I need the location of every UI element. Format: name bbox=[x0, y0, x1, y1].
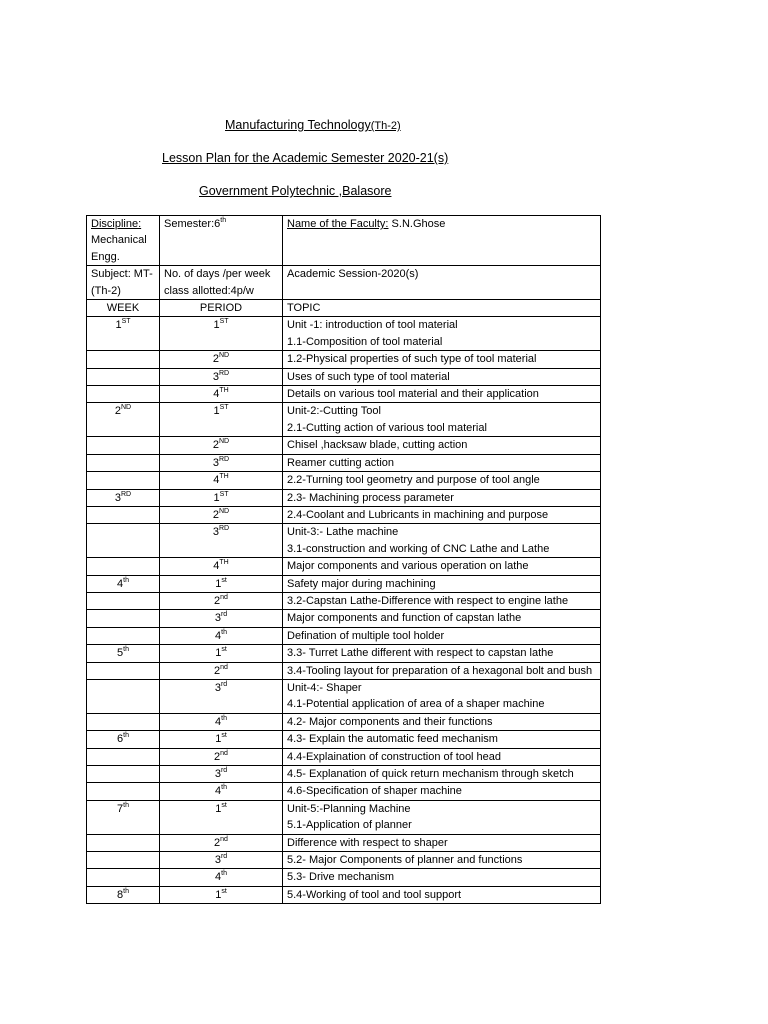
topic-line: 5.4-Working of tool and tool support bbox=[287, 888, 462, 901]
week-cell bbox=[87, 489, 160, 506]
period-number: 1 bbox=[215, 647, 222, 660]
topic-line: Chisel ,hacksaw blade, cutting action bbox=[287, 439, 468, 452]
week-ordinal: ST bbox=[121, 318, 131, 326]
table-row bbox=[87, 472, 601, 489]
table-row bbox=[87, 869, 601, 886]
period-ordinal: nd bbox=[220, 593, 228, 601]
topic-line: 3.3- Turret Lathe different with respect to capstan lathe bbox=[287, 647, 554, 660]
topic-line: 3.4-Tooling layout for preparation of a hexagonal bolt and bush bbox=[287, 664, 593, 677]
topic-cell bbox=[283, 731, 601, 748]
period-cell bbox=[160, 662, 283, 679]
title-suffix: (Th-2) bbox=[370, 120, 401, 132]
topic-cell bbox=[283, 679, 601, 713]
week-ordinal: th bbox=[123, 576, 129, 584]
week-cell bbox=[87, 713, 160, 730]
days-cell: No. of days /per week class allotted:4p/w bbox=[160, 266, 283, 300]
topic-cell bbox=[283, 662, 601, 679]
period-number: 2 bbox=[212, 508, 219, 521]
table-row bbox=[87, 592, 601, 609]
topic-cell bbox=[283, 317, 601, 351]
period-cell bbox=[160, 472, 283, 489]
period-cell bbox=[160, 800, 283, 834]
period-ordinal: RD bbox=[219, 525, 230, 533]
period-cell bbox=[160, 592, 283, 609]
table-row bbox=[87, 713, 601, 730]
week-cell bbox=[87, 317, 160, 351]
period-cell bbox=[160, 317, 283, 351]
topic-cell bbox=[283, 627, 601, 644]
topic-cell bbox=[283, 386, 601, 403]
semester-sup: th bbox=[220, 217, 227, 224]
topic-cell bbox=[283, 766, 601, 783]
faculty-cell bbox=[283, 216, 601, 266]
period-cell bbox=[160, 506, 283, 523]
topic-cell bbox=[283, 592, 601, 609]
topic-line: Major components and function of capstan lathe bbox=[287, 612, 522, 625]
period-cell bbox=[160, 834, 283, 851]
period-number: 3 bbox=[214, 681, 221, 694]
topic-cell bbox=[283, 575, 601, 592]
topic-line: 4.1-Potential application of area of a shaper machine bbox=[287, 698, 545, 711]
discipline-value: Mechanical Engg. bbox=[91, 234, 147, 263]
period-ordinal: th bbox=[221, 784, 227, 792]
table-row bbox=[87, 645, 601, 662]
period-cell bbox=[160, 731, 283, 748]
period-number: 1 bbox=[213, 491, 220, 504]
period-ordinal: st bbox=[221, 887, 227, 895]
meta-row-subject bbox=[87, 266, 601, 300]
topic-cell bbox=[283, 852, 601, 869]
table-row bbox=[87, 662, 601, 679]
period-number: 2 bbox=[214, 836, 221, 849]
discipline-cell bbox=[87, 216, 160, 266]
period-cell bbox=[160, 886, 283, 903]
week-cell bbox=[87, 800, 160, 834]
period-number: 3 bbox=[212, 456, 219, 469]
week-cell bbox=[87, 386, 160, 403]
table-row bbox=[87, 575, 601, 592]
period-cell bbox=[160, 766, 283, 783]
period-ordinal: rd bbox=[220, 767, 228, 774]
table-row bbox=[87, 852, 601, 869]
period-number: 4 bbox=[213, 560, 220, 573]
period-ordinal: th bbox=[221, 628, 227, 636]
week-column-header: WEEK bbox=[87, 300, 160, 317]
period-ordinal: st bbox=[221, 732, 227, 740]
period-number: 4 bbox=[215, 785, 222, 798]
table-row bbox=[87, 800, 601, 834]
meta-row-discipline bbox=[87, 216, 601, 266]
topic-cell bbox=[283, 834, 601, 851]
period-number: 4 bbox=[215, 871, 222, 884]
topic-line: 5.2- Major Components of planner and functions bbox=[287, 854, 523, 867]
period-ordinal: TH bbox=[219, 559, 229, 567]
faculty-value: S.N.Ghose bbox=[388, 218, 446, 230]
faculty-label: Name of the Faculty: bbox=[287, 218, 389, 230]
table-row bbox=[87, 610, 601, 627]
table-row bbox=[87, 766, 601, 783]
topic-line: 2.3- Machining process parameter bbox=[287, 491, 454, 504]
week-number: 4 bbox=[117, 577, 124, 590]
period-cell bbox=[160, 437, 283, 454]
topic-cell bbox=[283, 437, 601, 454]
period-cell bbox=[160, 627, 283, 644]
week-cell bbox=[87, 368, 160, 385]
topic-line: Uses of such type of tool material bbox=[287, 370, 450, 383]
topic-cell bbox=[283, 454, 601, 471]
period-column-header: PERIOD bbox=[160, 300, 283, 317]
topic-line: Major components and various operation on lathe bbox=[287, 560, 529, 573]
table-row bbox=[87, 386, 601, 403]
period-cell bbox=[160, 403, 283, 437]
period-number: 3 bbox=[214, 854, 221, 867]
period-cell bbox=[160, 558, 283, 575]
period-cell bbox=[160, 679, 283, 713]
week-cell bbox=[87, 783, 160, 800]
table-row bbox=[87, 627, 601, 644]
topic-cell bbox=[283, 558, 601, 575]
table-row bbox=[87, 437, 601, 454]
week-number: 2 bbox=[114, 405, 121, 418]
topic-line: Safety major during machining bbox=[287, 577, 436, 590]
period-ordinal: ND bbox=[219, 352, 230, 360]
period-ordinal: rd bbox=[220, 680, 228, 688]
lesson-plan-body bbox=[87, 216, 601, 904]
period-ordinal: th bbox=[221, 870, 227, 878]
topic-line: 2.4-Coolant and Lubricants in machining and purpose bbox=[287, 508, 549, 521]
period-number: 2 bbox=[212, 439, 219, 452]
topic-line: Unit-3:- Lathe machine bbox=[287, 526, 399, 539]
period-cell bbox=[160, 645, 283, 662]
period-ordinal: ND bbox=[219, 507, 230, 515]
semester-label: Semester:6 bbox=[164, 218, 221, 230]
topic-line: 5.1-Application of planner bbox=[287, 819, 412, 832]
week-number: 5 bbox=[117, 647, 124, 660]
topic-line: Reamer cutting action bbox=[287, 456, 394, 469]
document-title bbox=[225, 118, 401, 132]
lesson-plan-table bbox=[86, 215, 601, 904]
period-number: 2 bbox=[214, 594, 221, 607]
topic-cell bbox=[283, 713, 601, 730]
week-cell bbox=[87, 437, 160, 454]
topic-cell bbox=[283, 472, 601, 489]
period-cell bbox=[160, 489, 283, 506]
period-number: 1 bbox=[215, 733, 222, 746]
topic-line: 2.1-Cutting action of various tool material bbox=[287, 421, 487, 434]
period-ordinal: ND bbox=[219, 438, 230, 446]
period-cell bbox=[160, 386, 283, 403]
topic-cell bbox=[283, 645, 601, 662]
period-number: 3 bbox=[214, 768, 221, 780]
topic-line: 2.2-Turning tool geometry and purpose of tool angle bbox=[287, 474, 540, 487]
period-number: 2 bbox=[214, 750, 221, 763]
period-cell bbox=[160, 748, 283, 765]
topic-line: 1.2-Physical properties of such type of tool material bbox=[287, 353, 537, 366]
table-row bbox=[87, 454, 601, 471]
institute-name: Government Polytechnic ,Balasore bbox=[199, 184, 392, 198]
week-cell bbox=[87, 592, 160, 609]
week-number: 3 bbox=[114, 491, 121, 504]
topic-cell bbox=[283, 886, 601, 903]
week-cell bbox=[87, 627, 160, 644]
period-cell bbox=[160, 852, 283, 869]
topic-line: Details on various tool material and their application bbox=[287, 388, 539, 401]
table-row bbox=[87, 679, 601, 713]
topic-column-header: TOPIC bbox=[283, 300, 601, 317]
table-row bbox=[87, 748, 601, 765]
period-number: 3 bbox=[214, 612, 221, 625]
period-ordinal: rd bbox=[220, 853, 228, 861]
period-cell bbox=[160, 610, 283, 627]
period-cell bbox=[160, 351, 283, 368]
table-row bbox=[87, 368, 601, 385]
topic-line: 3.2-Capstan Lathe-Difference with respect to engine lathe bbox=[287, 594, 569, 607]
topic-line: 3.1-construction and working of CNC Lathe and Lathe bbox=[287, 542, 550, 555]
topic-cell bbox=[283, 783, 601, 800]
period-ordinal: rd bbox=[220, 611, 228, 619]
topic-cell bbox=[283, 748, 601, 765]
week-cell bbox=[87, 403, 160, 437]
week-number: 8 bbox=[117, 888, 124, 901]
period-number: 4 bbox=[215, 715, 222, 728]
topic-cell bbox=[283, 524, 601, 558]
week-ordinal: th bbox=[123, 732, 129, 740]
topic-line: 4.2- Major components and their functions bbox=[287, 715, 493, 728]
week-cell bbox=[87, 748, 160, 765]
table-row bbox=[87, 317, 601, 351]
table-row bbox=[87, 886, 601, 903]
session-cell: Academic Session-2020(s) bbox=[283, 266, 601, 300]
period-ordinal: nd bbox=[220, 835, 228, 843]
week-cell bbox=[87, 558, 160, 575]
period-number: 4 bbox=[213, 474, 220, 487]
period-cell bbox=[160, 368, 283, 385]
period-ordinal: ST bbox=[219, 318, 229, 326]
week-ordinal: th bbox=[123, 801, 129, 809]
table-row bbox=[87, 558, 601, 575]
period-number: 1 bbox=[215, 888, 222, 901]
period-cell bbox=[160, 575, 283, 592]
title-text: Manufacturing Technology bbox=[225, 118, 371, 132]
period-number: 4 bbox=[213, 388, 220, 401]
period-number: 1 bbox=[213, 405, 220, 418]
table-row bbox=[87, 489, 601, 506]
table-row bbox=[87, 524, 601, 558]
topic-line: 4.4-Explaination of construction of tool head bbox=[287, 750, 502, 763]
discipline-label: Discipline: bbox=[91, 218, 142, 230]
topic-cell bbox=[283, 351, 601, 368]
period-ordinal: RD bbox=[219, 369, 230, 377]
topic-line: 4.3- Explain the automatic feed mechanism bbox=[287, 733, 498, 746]
week-cell bbox=[87, 506, 160, 523]
week-ordinal: th bbox=[123, 887, 129, 895]
topic-cell bbox=[283, 403, 601, 437]
week-ordinal: th bbox=[123, 646, 129, 654]
semester-cell bbox=[160, 216, 283, 266]
topic-line: Unit-2:-Cutting Tool bbox=[287, 405, 381, 418]
week-cell bbox=[87, 472, 160, 489]
week-cell bbox=[87, 852, 160, 869]
table-row bbox=[87, 783, 601, 800]
period-cell bbox=[160, 783, 283, 800]
week-ordinal: ND bbox=[121, 404, 132, 412]
week-cell bbox=[87, 645, 160, 662]
lesson-plan-subtitle: Lesson Plan for the Academic Semester 2020-21(s) bbox=[162, 151, 449, 165]
topic-cell bbox=[283, 610, 601, 627]
week-cell bbox=[87, 524, 160, 558]
topic-line: 4.6-Specification of shaper machine bbox=[287, 785, 462, 798]
topic-line: 5.3- Drive mechanism bbox=[287, 871, 394, 884]
week-cell bbox=[87, 886, 160, 903]
week-cell bbox=[87, 766, 160, 783]
period-ordinal: th bbox=[221, 714, 227, 722]
table-row bbox=[87, 506, 601, 523]
period-ordinal: ST bbox=[219, 404, 229, 412]
topic-line: 1.1-Composition of tool material bbox=[287, 335, 443, 348]
period-ordinal: ST bbox=[219, 490, 229, 498]
period-number: 3 bbox=[212, 526, 219, 539]
period-number: 1 bbox=[215, 802, 222, 815]
period-ordinal: nd bbox=[220, 749, 228, 757]
week-ordinal: RD bbox=[121, 490, 132, 498]
week-number: 6 bbox=[117, 733, 124, 746]
period-ordinal: TH bbox=[219, 387, 229, 395]
topic-line: 4.5- Explanation of quick return mechanism through sketch bbox=[287, 768, 574, 780]
period-cell bbox=[160, 524, 283, 558]
period-cell bbox=[160, 869, 283, 886]
period-cell bbox=[160, 713, 283, 730]
period-ordinal: TH bbox=[219, 473, 229, 481]
period-ordinal: RD bbox=[219, 455, 230, 463]
period-number: 1 bbox=[213, 319, 220, 332]
period-ordinal: st bbox=[221, 576, 227, 584]
period-number: 2 bbox=[214, 664, 221, 677]
table-row bbox=[87, 731, 601, 748]
week-cell bbox=[87, 731, 160, 748]
topic-cell bbox=[283, 800, 601, 834]
topic-line: Defination of multiple tool holder bbox=[287, 629, 445, 642]
topic-line: Unit-5:-Planning Machine bbox=[287, 802, 411, 815]
week-cell bbox=[87, 575, 160, 592]
table-row bbox=[87, 403, 601, 437]
column-header-row bbox=[87, 300, 601, 317]
topic-line: Unit -1: introduction of tool material bbox=[287, 319, 458, 332]
topic-line: Difference with respect to shaper bbox=[287, 836, 448, 849]
period-ordinal: st bbox=[221, 801, 227, 809]
week-cell bbox=[87, 834, 160, 851]
period-number: 1 bbox=[215, 577, 222, 590]
topic-cell bbox=[283, 368, 601, 385]
week-number: 7 bbox=[117, 802, 124, 815]
week-cell bbox=[87, 869, 160, 886]
topic-cell bbox=[283, 506, 601, 523]
table-row bbox=[87, 834, 601, 851]
week-cell bbox=[87, 351, 160, 368]
topic-cell bbox=[283, 489, 601, 506]
period-cell bbox=[160, 454, 283, 471]
week-number: 1 bbox=[115, 319, 122, 332]
week-cell bbox=[87, 610, 160, 627]
topic-line: Unit-4:- Shaper bbox=[287, 681, 362, 694]
subject-cell: Subject: MT-(Th-2) bbox=[87, 266, 160, 300]
week-cell bbox=[87, 454, 160, 471]
week-cell bbox=[87, 662, 160, 679]
period-number: 4 bbox=[215, 629, 222, 642]
topic-cell bbox=[283, 869, 601, 886]
period-number: 3 bbox=[212, 370, 219, 383]
period-number: 2 bbox=[212, 353, 219, 366]
period-ordinal: st bbox=[221, 646, 227, 654]
period-ordinal: nd bbox=[220, 663, 228, 671]
week-cell bbox=[87, 679, 160, 713]
table-row bbox=[87, 351, 601, 368]
